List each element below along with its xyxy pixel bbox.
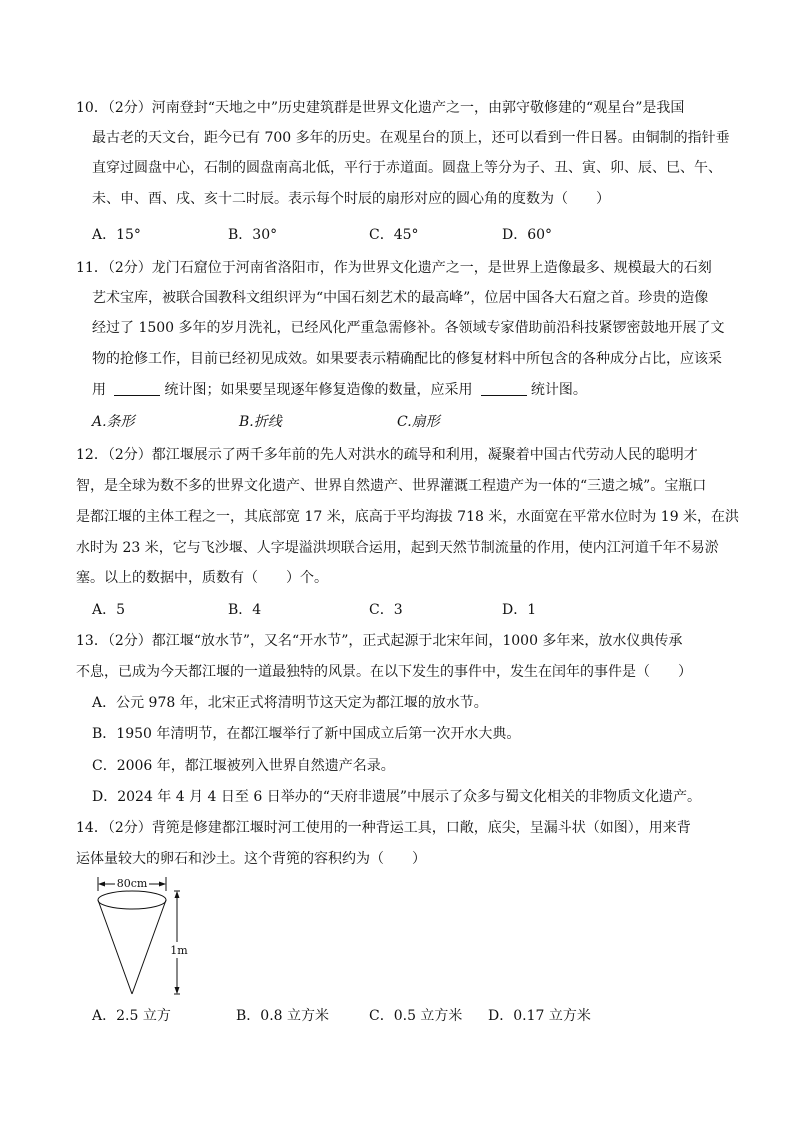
question-11-line-5 bbox=[92, 380, 587, 400]
option-b[interactable]: B．1950 年清明节，在都江堰举行了新中国成立后第一次开水大典。 bbox=[92, 726, 521, 742]
option-c[interactable]: C．2006 年，都江堰被列入世界自然遗产名录。 bbox=[92, 758, 395, 774]
arrow-left-icon bbox=[98, 882, 105, 887]
question-13-line-2: 不息，已成为今天都江堰的一道最独特的风景。在以下发生的事件中，发生在闰年的事件是（ ） bbox=[76, 664, 692, 680]
option-c[interactable]: C.扇形 bbox=[397, 414, 440, 430]
line-text: 统计图。 bbox=[530, 382, 587, 398]
cone-rim bbox=[98, 891, 166, 909]
option-c[interactable]: C．45° bbox=[369, 227, 419, 243]
option-a[interactable]: A．15° bbox=[92, 227, 141, 243]
question-12-line-3: 是都江堰的主体工程之一，其底部宽 17 米，底高于平均海拔 718 米，水面宽在平常水位时为 19 米，在洪 bbox=[76, 509, 740, 525]
line-text: 用 bbox=[92, 382, 111, 398]
question-10-line-4: 未、申、酉、戌、亥十二时辰。表示每个时辰的扇形对应的圆心角的度数为（ ） bbox=[92, 191, 610, 207]
option-d[interactable]: D．1 bbox=[502, 602, 537, 618]
question-10-line-2: 最古老的天文台，距今已有 700 多年的历史。在观星台的顶上，还可以看到一件日晷。由铜制的指针垂 bbox=[92, 130, 730, 146]
cone-side-right bbox=[132, 900, 166, 994]
question-11-line-1: 11．（2分）龙门石窟位于河南省洛阳市，作为世界文化遗产之一，是世界上造像最多、规模最大的石刻 bbox=[76, 260, 712, 276]
option-d[interactable]: D．60° bbox=[502, 227, 553, 243]
question-12-line-5: 塞。以上的数据中，质数有（ ）个。 bbox=[76, 570, 328, 586]
question-10-line-3: 直穿过圆盘中心，石制的圆盘南高北低，平行于赤道面。圆盘上等分为子、丑、寅、卯、辰、巳、午、 bbox=[92, 160, 722, 176]
option-b[interactable]: B．4 bbox=[228, 602, 262, 618]
question-12-line-4: 水时为 23 米，它与飞沙堰、人字堤溢洪坝联合运用，起到天然节制流量的作用，使内江河道千年不易淤 bbox=[76, 540, 719, 556]
cone-side-left bbox=[98, 900, 132, 994]
arrow-up-icon bbox=[175, 891, 180, 898]
question-11-line-4: 物的抢修工作，目前已经初见成效。如果要表示精确配比的修复材料中所包含的各种成分占比，应该采 bbox=[92, 351, 722, 367]
option-a[interactable]: A．5 bbox=[92, 602, 126, 618]
answer-blank-1[interactable] bbox=[114, 381, 160, 396]
cone-basket-figure bbox=[88, 873, 198, 1001]
question-14-line-2: 运体量较大的卵石和沙土。这个背篼的容积约为（ ） bbox=[76, 851, 426, 867]
option-a[interactable]: A．公元 978 年，北宋正式将清明节这天定为都江堰的放水节。 bbox=[92, 695, 488, 711]
diameter-label: 80cm bbox=[116, 877, 148, 890]
answer-blank-2[interactable] bbox=[481, 381, 527, 396]
option-d[interactable]: D．0.17 立方米 bbox=[488, 1008, 591, 1024]
question-13-line-1: 13．（2分）都江堰“放水节”，又名“开水节”，正式起源于北宋年间，1000 多年来，放水仪典传承 bbox=[76, 633, 683, 649]
option-b[interactable]: B．30° bbox=[228, 227, 278, 243]
question-11-line-2: 艺术宝库，被联合国教科文组织评为“中国石刻艺术的最高峰”，位居中国各大石窟之首。珍贵的造像 bbox=[92, 290, 709, 306]
option-c[interactable]: C．3 bbox=[369, 602, 403, 618]
option-c[interactable]: C．0.5 立方米 bbox=[369, 1008, 463, 1024]
option-a[interactable]: A.条形 bbox=[92, 414, 135, 430]
question-12-line-2: 智，是全球为数不多的世界文化遗产、世界自然遗产、世界灌溉工程遗产为一体的“三遗之城”。宝瓶口 bbox=[76, 478, 707, 494]
arrow-right-icon bbox=[159, 882, 166, 887]
option-a[interactable]: A．2.5 立方 bbox=[92, 1008, 171, 1024]
line-text: 统计图；如果要呈现逐年修复造像的数量，应采用 bbox=[164, 382, 477, 398]
question-14-line-1: 14．（2分）背篼是修建都江堰时河工使用的一种背运工具，口敞，底尖，呈漏斗状（如图），用来背 bbox=[76, 820, 691, 836]
option-b[interactable]: B.折线 bbox=[239, 414, 282, 430]
arrow-down-icon bbox=[175, 987, 180, 994]
question-10-line-1: 10．（2分）河南登封“天地之中”历史建筑群是世界文化遗产之一，由郭守敬修建的“观星台”是我国 bbox=[76, 100, 685, 116]
height-label: 1m bbox=[170, 944, 188, 957]
question-11-line-3: 经过了 1500 多年的岁月洗礼，已经风化严重急需修补。各领域专家借助前沿科技紧锣密鼓地开展了文 bbox=[92, 320, 725, 336]
option-d[interactable]: D．2024 年 4 月 4 日至 6 日举办的“天府非遗展”中展示了众多与蜀文化相关的非物质文化遗产。 bbox=[92, 789, 702, 805]
question-12-line-1: 12．（2分）都江堰展示了两千多年前的先人对洪水的疏导和利用，凝聚着中国古代劳动人民的聪明才 bbox=[76, 447, 698, 463]
option-b[interactable]: B．0.8 立方米 bbox=[236, 1008, 330, 1024]
